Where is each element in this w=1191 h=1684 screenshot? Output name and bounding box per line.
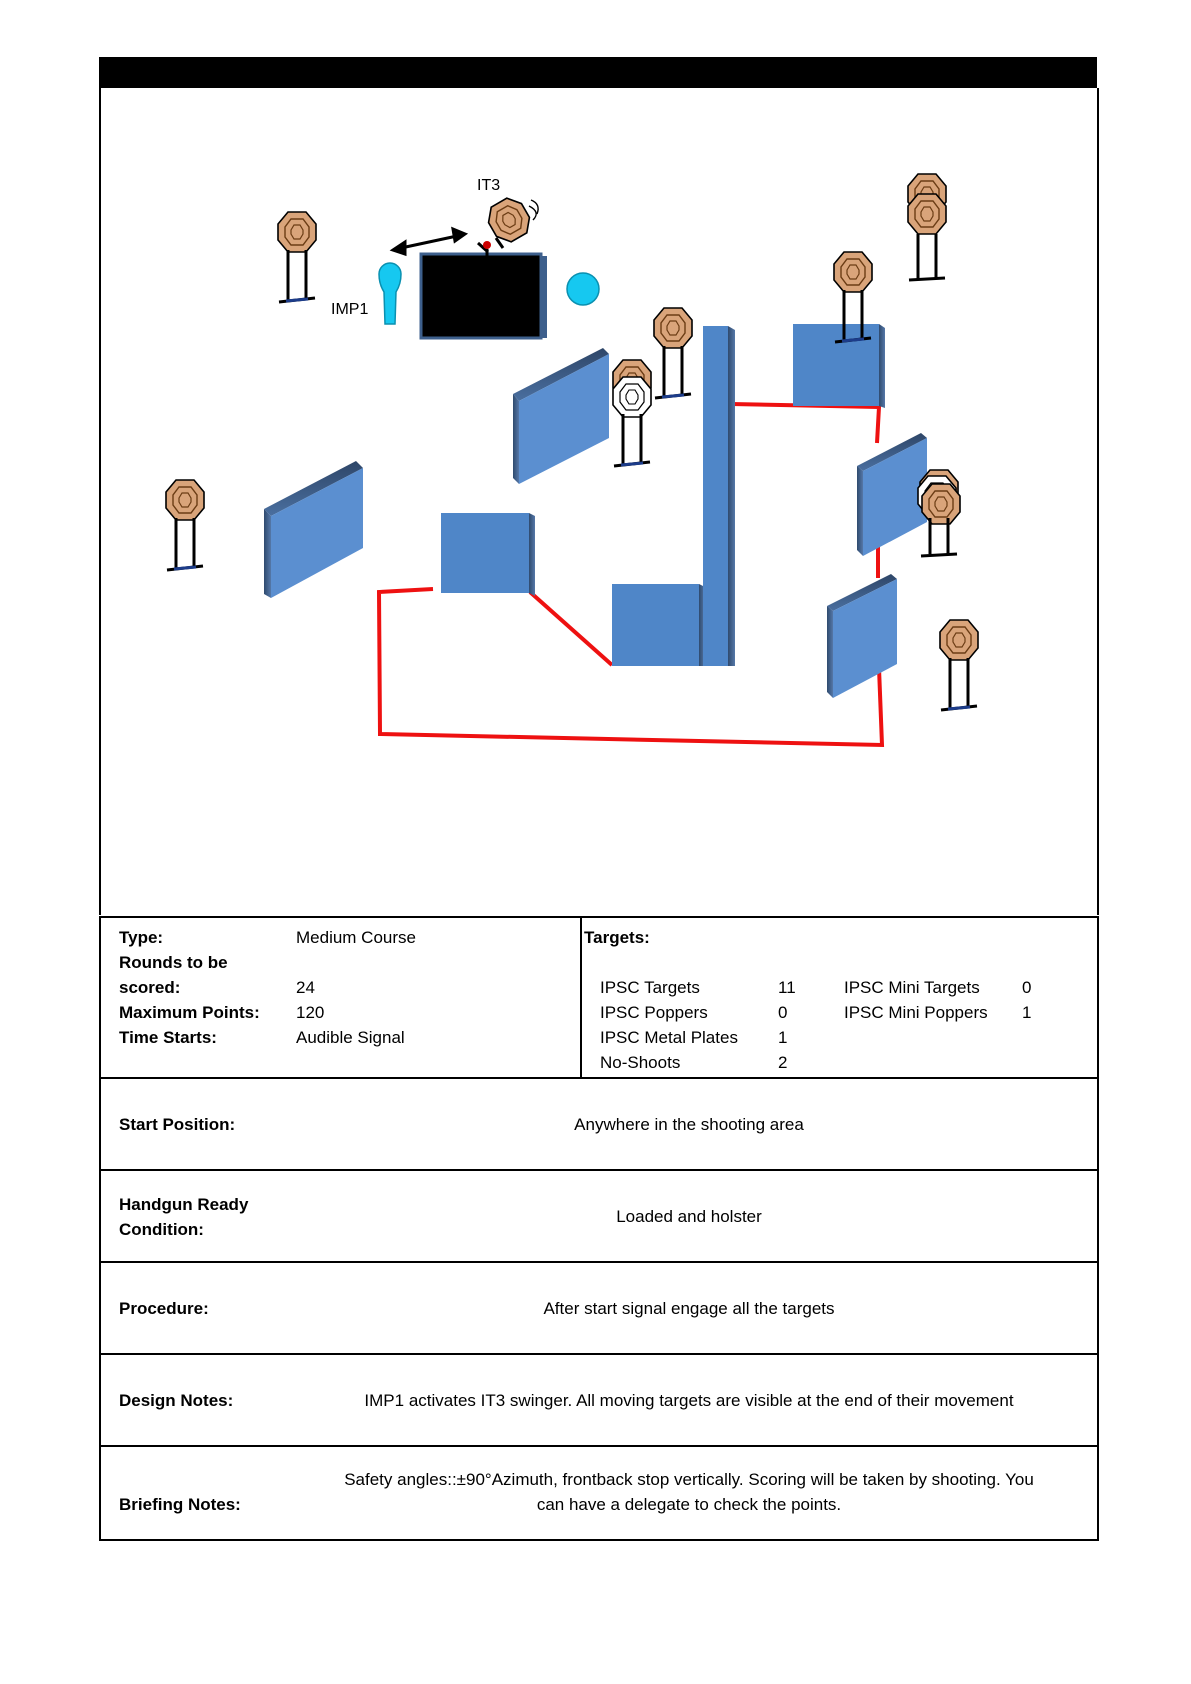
wall-lower-box — [612, 584, 705, 666]
target-t7-with-noshoot — [918, 470, 960, 556]
procedure-key: Procedure: — [119, 1299, 209, 1318]
target-t1 — [278, 212, 316, 302]
briefing-notes-key: Briefing Notes: — [119, 1495, 241, 1514]
mini-target-count: 0 — [1022, 978, 1032, 997]
target-name: No-Shoots — [600, 1053, 681, 1072]
title-bar — [99, 57, 1097, 88]
wall-center-box — [441, 513, 535, 596]
design-notes-value: IMP1 activates IT3 swinger. All moving targets are visible at the end of their movement — [364, 1391, 1014, 1410]
wall-right-slanted — [857, 433, 927, 556]
design-notes-key: Design Notes: — [119, 1391, 234, 1410]
section-start-position — [99, 1077, 1099, 1171]
ready-key-2: Condition: — [119, 1220, 204, 1239]
fault-line-right — [731, 404, 879, 443]
section-ready-condition — [99, 1169, 1099, 1263]
stage-diagram — [99, 88, 1099, 915]
metal-plate — [567, 273, 599, 305]
imp1-popper — [379, 263, 401, 324]
mini-target-name: IPSC Mini Poppers — [844, 1003, 988, 1022]
time-key: Time Starts: — [119, 1028, 217, 1047]
swing-arrow — [393, 229, 465, 254]
time-value: Audible Signal — [296, 1028, 405, 1047]
info-right — [582, 918, 1097, 1079]
it3-swinger — [478, 193, 538, 258]
type-value: Medium Course — [296, 928, 416, 947]
start-position-key: Start Position: — [119, 1115, 236, 1134]
rounds-key-2: scored: — [119, 978, 181, 997]
stage-diagram-svg — [101, 88, 1097, 915]
target-name: IPSC Targets — [600, 978, 700, 997]
wall-lower-right-slanted — [827, 574, 897, 698]
target-t6-double — [908, 174, 946, 280]
info-left — [101, 918, 582, 1079]
target-t4-with-noshoot — [613, 360, 651, 466]
target-name: IPSC Poppers — [600, 1003, 708, 1022]
wall-upper-right-box — [793, 324, 885, 408]
fault-line-diagonal — [530, 592, 612, 665]
mini-target-name: IPSC Mini Targets — [844, 978, 980, 997]
procedure-value: After start signal engage all the targets — [543, 1299, 835, 1318]
target-count: 1 — [778, 1028, 788, 1047]
section-design-notes — [99, 1353, 1099, 1447]
briefing-notes-value-1: Safety angles::±90°Azimuth, frontback stop vertically. Scoring will be taken by shooting. You — [344, 1470, 1034, 1489]
mini-target-count: 1 — [1022, 1003, 1032, 1022]
target-count: 2 — [778, 1053, 788, 1072]
imp1-label: IMP1 — [331, 301, 369, 318]
target-count: 0 — [778, 1003, 788, 1022]
rounds-value: 24 — [296, 978, 315, 997]
section-briefing-notes — [99, 1445, 1099, 1541]
maxpts-value: 120 — [296, 1003, 325, 1022]
stage-info — [99, 916, 1099, 1079]
wall-left — [264, 461, 363, 598]
targets-key: Targets: — [584, 928, 650, 947]
wall-center-slanted — [513, 348, 609, 484]
ready-value: Loaded and holster — [616, 1207, 762, 1226]
briefing-notes-value-2: can have a delegate to check the points. — [536, 1495, 842, 1514]
section-procedure — [99, 1261, 1099, 1355]
rounds-key-1: Rounds to be — [119, 953, 228, 972]
stage-sheet — [99, 57, 1097, 1545]
target-name: IPSC Metal Plates — [600, 1028, 738, 1047]
type-key: Type: — [119, 928, 164, 947]
target-count: 11 — [778, 978, 796, 997]
black-wall — [421, 254, 547, 338]
target-t3 — [654, 308, 692, 398]
target-t8 — [940, 620, 978, 710]
wall-tall-vertical — [703, 326, 735, 666]
start-position-value: Anywhere in the shooting area — [574, 1115, 804, 1134]
target-t2 — [166, 480, 204, 570]
it3-label: IT3 — [477, 177, 501, 194]
maxpts-key: Maximum Points: — [119, 1003, 260, 1022]
ready-key-1: Handgun Ready — [119, 1195, 249, 1214]
